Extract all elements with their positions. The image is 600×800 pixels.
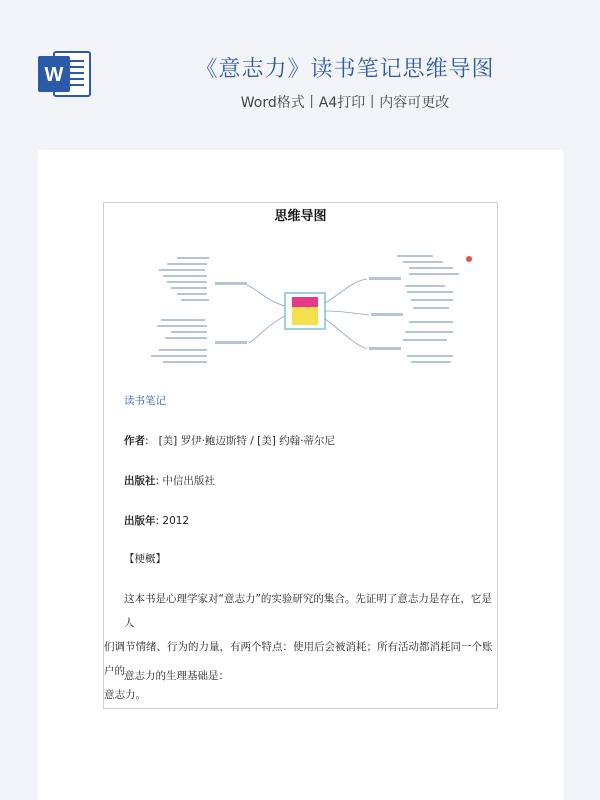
year-label: 出版年 (124, 515, 156, 527)
year-colon: : (155, 515, 163, 527)
word-icon (36, 48, 94, 100)
publisher-row (124, 473, 215, 488)
section-link[interactable]: 读书笔记 (124, 395, 166, 407)
author-value: [美] 罗伊·鲍迈斯特 / [美] 约翰·蒂尔尼 (158, 435, 336, 447)
document-page (38, 150, 563, 800)
publisher-value: 中信出版社 (162, 475, 215, 487)
page-title: 《意志力》读书笔记思维导图 (195, 57, 495, 82)
author-label: 作者 (124, 435, 145, 447)
mindmap-heading: 思维导图 (274, 209, 327, 224)
summary-line-2: 们调节情绪、行为的力量，有两个特点：使用后会被消耗；所有活动都消耗同一个账户的 (104, 641, 493, 677)
summary-paragraph (104, 587, 497, 707)
year-value: 2012 (162, 515, 190, 527)
header (0, 0, 600, 150)
publisher-label: 出版社 (124, 475, 156, 487)
physiology-paragraph: 意志力的生理基础是： (124, 670, 229, 682)
document-content-box (103, 202, 498, 709)
author-colon: : (145, 435, 159, 447)
year-row (124, 513, 189, 528)
page-subtitle: Word格式丨A4打印丨内容可更改 (240, 95, 450, 111)
summary-line-3: 意志力。 (104, 689, 146, 701)
word-icon-letter: W (44, 64, 64, 86)
mindmap-image (137, 251, 479, 371)
publisher-colon: : (155, 475, 163, 487)
summary-heading: 【梗概】 (124, 553, 166, 565)
summary-line-1: 这本书是心理学家对“意志力”的实验研究的集合。先证明了意志力是存在，它是人 (124, 593, 492, 629)
author-row (124, 433, 335, 448)
